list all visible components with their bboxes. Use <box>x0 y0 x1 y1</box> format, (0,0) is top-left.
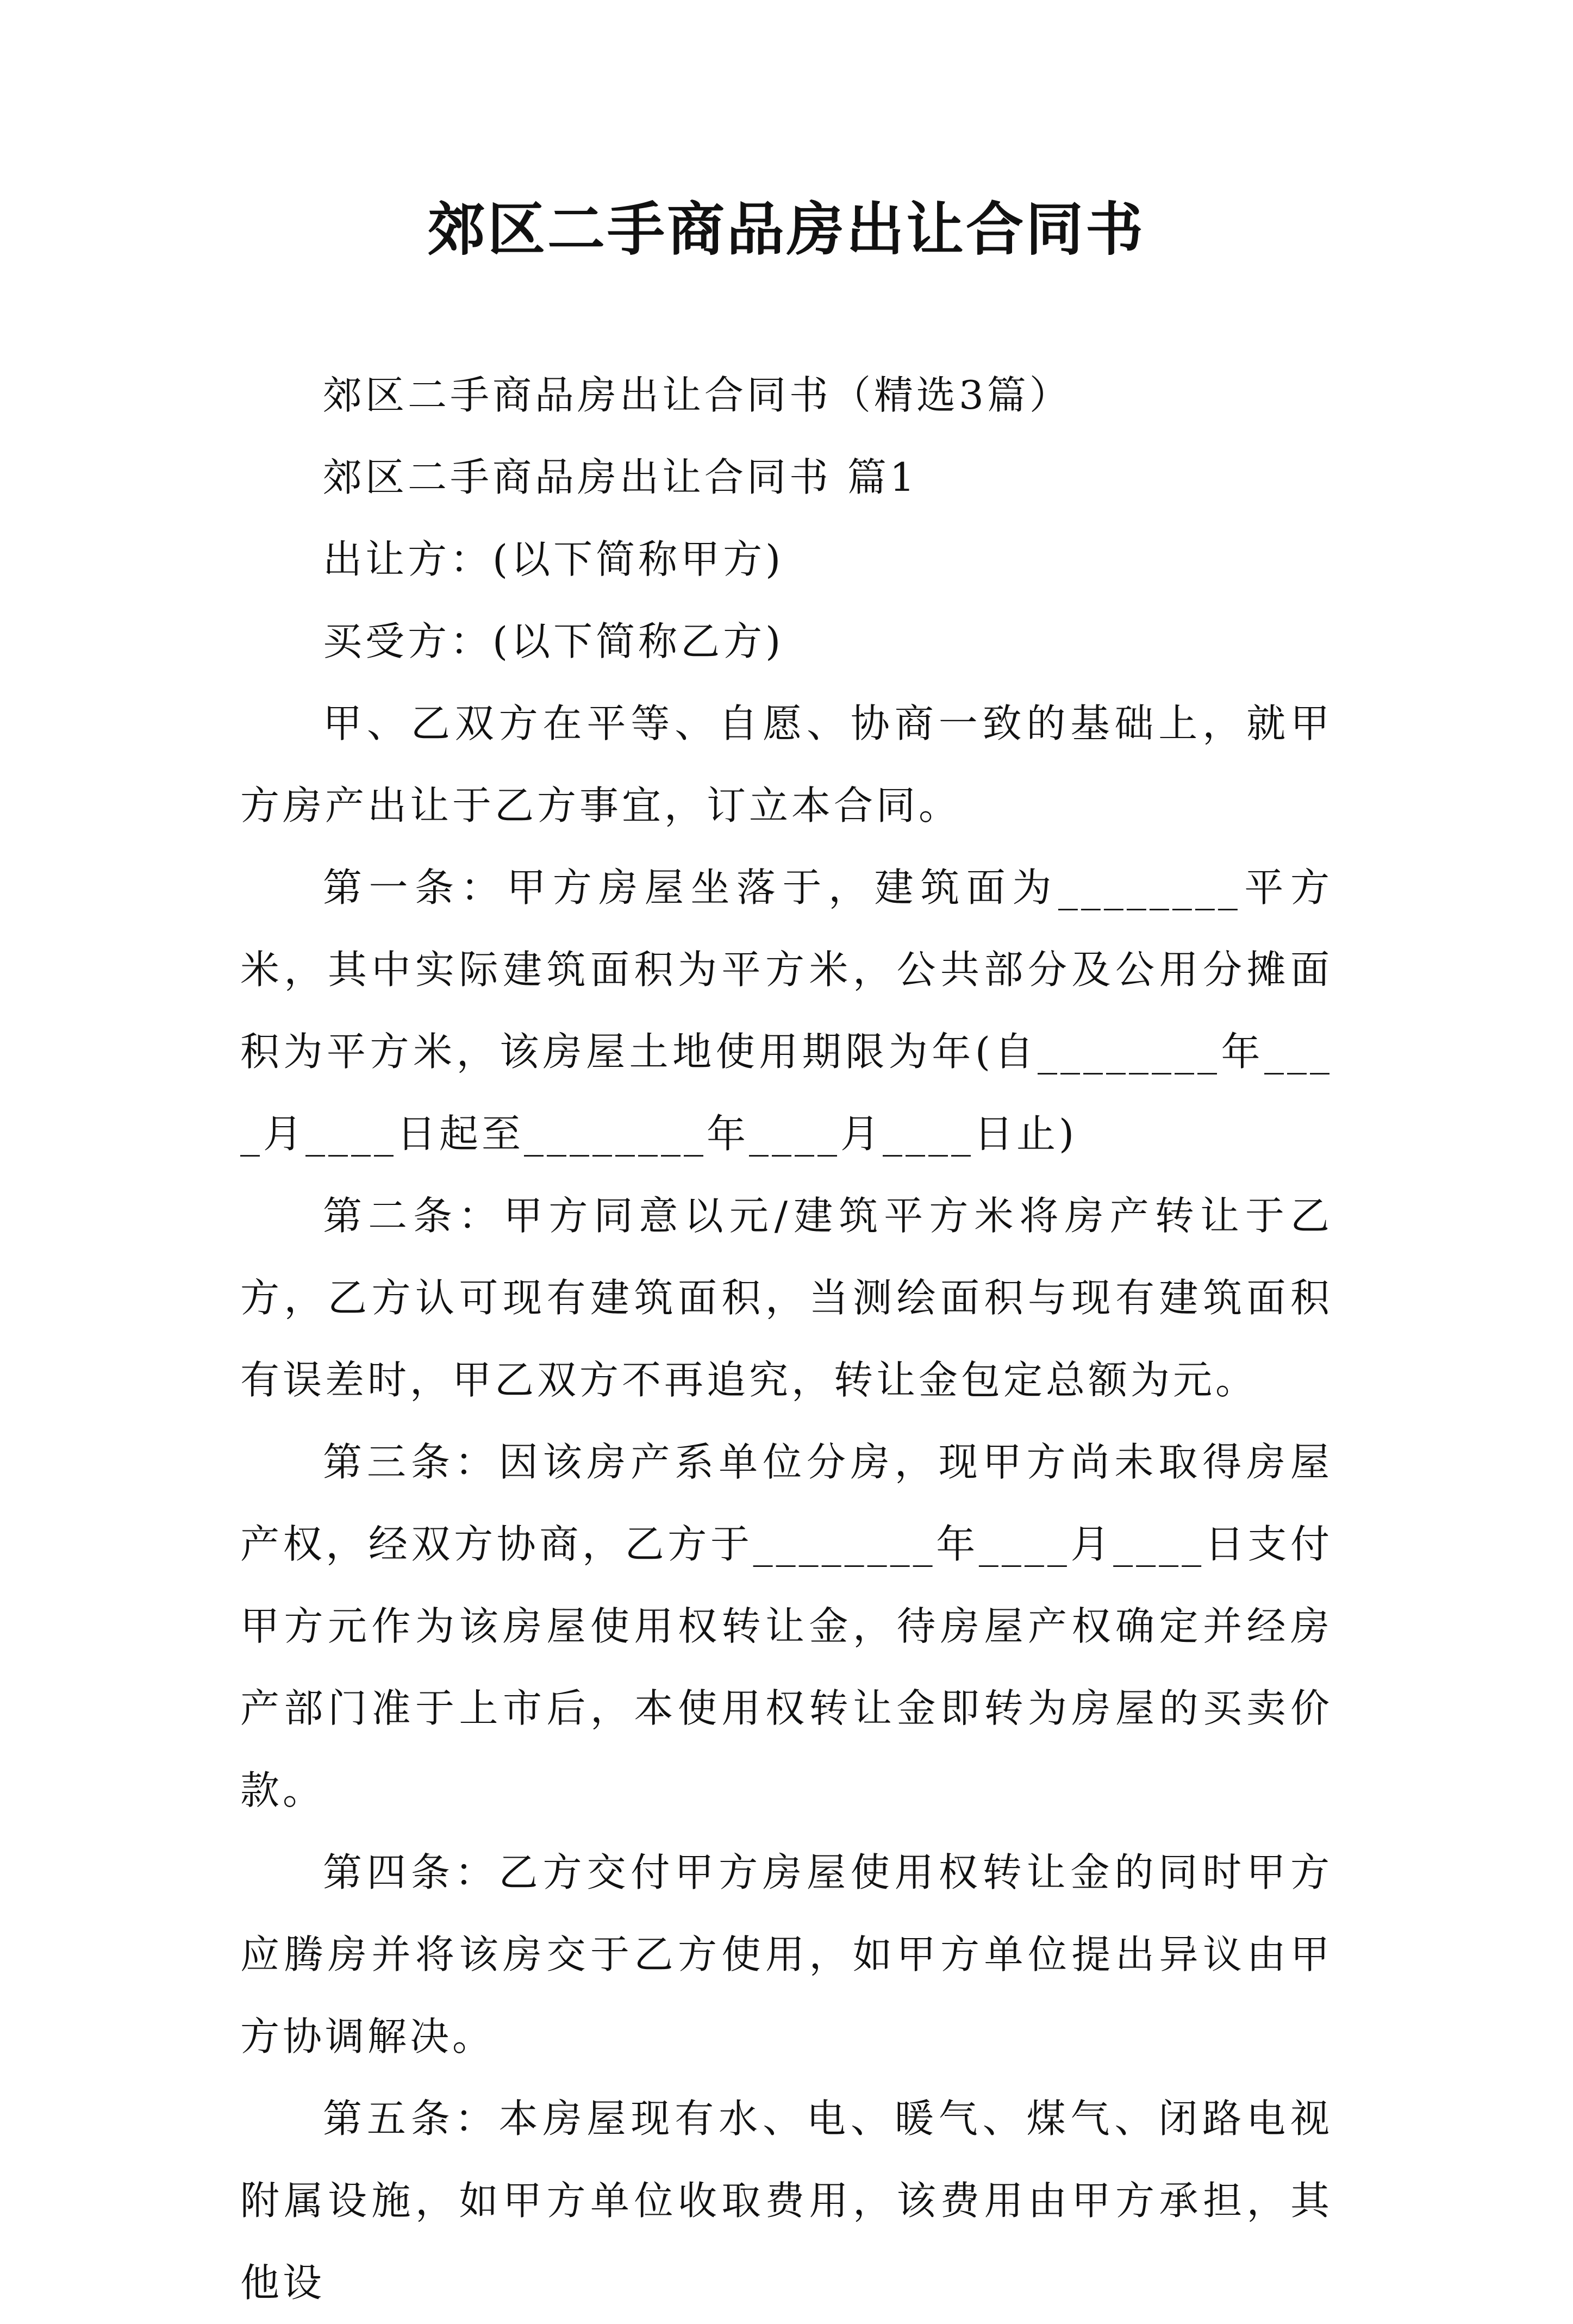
paragraph-preamble: 甲、乙双方在平等、自愿、协商一致的基础上，就甲方房产出让于乙方事宜，订立本合同。 <box>240 701 1333 828</box>
document-body <box>240 354 1333 2324</box>
paragraph-article-3: 第三条：因该房产系单位分房，现甲方尚未取得房屋产权，经双方协商，乙方于________年____月____日支付甲方元作为该房屋使用权转让金，待房屋产权确定并经房产部门准于上市后，本使用权转让金即转为房屋的买卖价款。 <box>240 1439 1333 1813</box>
paragraph-section-heading: 郊区二手商品房出让合同书 篇1 <box>323 454 918 500</box>
paragraph-article-4: 第四条：乙方交付甲方房屋使用权转让金的同时甲方应腾房并将该房交于乙方使用，如甲方单位提出异议由甲方协调解决。 <box>240 1850 1333 2059</box>
paragraph-buyer: 买受方：(以下简称乙方) <box>323 619 784 664</box>
paragraph-article-2: 第二条：甲方同意以元/建筑平方米将房产转让于乙方，乙方认可现有建筑面积，当测绘面积与现有建筑面积有误差时，甲乙双方不再追究，转让金包定总额为元。 <box>240 1193 1333 1403</box>
paragraph-article-1: 第一条：甲方房屋坐落于，建筑面为________平方米，其中实际建筑面积为平方米，公共部分及公用分摊面积为平方米，该房屋土地使用期限为年(自________年____月____日起至________年____月____日止) <box>240 865 1333 1157</box>
paragraph-transferor: 出让方：(以下简称甲方) <box>323 536 784 582</box>
paragraph-article-5: 第五条：本房屋现有水、电、暖气、煤气、闭路电视附属设施，如甲方单位收取费用，该费用由甲方承担，其他设 <box>240 2096 1333 2306</box>
document-title: 郊区二手商品房出让合同书 <box>428 195 1145 263</box>
paragraph-subtitle: 郊区二手商品房出让合同书（精选3篇） <box>323 372 1072 418</box>
